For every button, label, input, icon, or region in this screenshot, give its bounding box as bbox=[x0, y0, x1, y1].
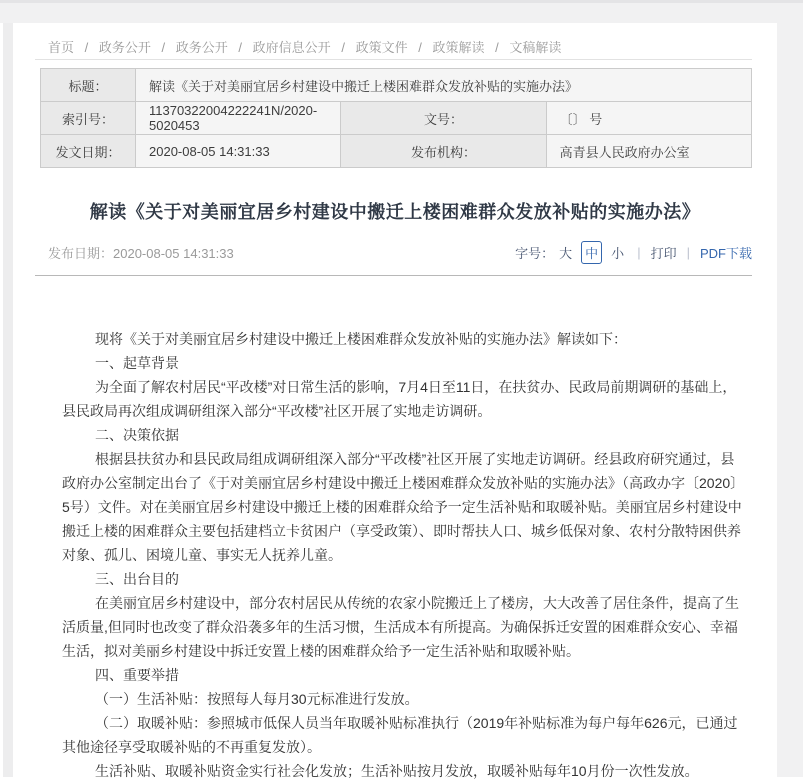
breadcrumb-item-home[interactable]: 首页 bbox=[48, 40, 75, 55]
doc-number-label-cell: 文号： bbox=[341, 102, 546, 135]
issue-date-value-cell: 2020-08-05 14:31:33 bbox=[136, 135, 341, 168]
breadcrumb-item-policy-files[interactable]: 政策文件 bbox=[355, 40, 408, 55]
title-label-cell: 标题： bbox=[41, 69, 136, 102]
paragraph: （一）生活补贴：按照每人每月30元标准进行发放。 bbox=[95, 691, 419, 707]
article-meta-row bbox=[48, 241, 752, 264]
table-row bbox=[41, 69, 752, 102]
page-right-gutter bbox=[777, 23, 803, 777]
breadcrumb-item-policy-interpretation[interactable]: 政策解读 bbox=[432, 40, 485, 55]
paragraph: 在美丽宜居乡村建设中，部分农村居民从传统的农家小院搬迁上了楼房，大大改善了居住条件，提高了生活质量,但同时也改变了群众沿袭多年的生活习惯，生活成本有所提高。为确保拆迁安置的困难群众安心、幸福生活，拟对美丽乡村建设中拆迁安置上楼的困难群众给予一定生活补贴和取暖补贴。 bbox=[62, 595, 739, 659]
toolbar-separator: | bbox=[686, 245, 690, 260]
doc-number-value-cell: 〔〕 号 bbox=[546, 102, 751, 135]
breadcrumb-separator: / bbox=[418, 40, 422, 55]
document-info-table bbox=[40, 68, 752, 168]
article-body bbox=[62, 327, 742, 783]
font-size-label: 字号： bbox=[515, 246, 555, 261]
toolbar-separator: | bbox=[637, 245, 641, 260]
section-heading-1: 一、起草背景 bbox=[95, 355, 179, 371]
breadcrumb-separator: / bbox=[161, 40, 166, 55]
page-top-band bbox=[0, 0, 803, 23]
breadcrumb-item-gov-info[interactable]: 政府信息公开 bbox=[252, 40, 331, 55]
section-heading-3: 三、出台目的 bbox=[95, 571, 179, 587]
index-number-value-cell: 11370322004222241N/2020-5020453 bbox=[136, 102, 341, 135]
page-left-gutter bbox=[3, 23, 13, 777]
font-size-large-button[interactable]: 大 bbox=[559, 246, 573, 261]
breadcrumb-separator: / bbox=[238, 40, 243, 55]
publish-date bbox=[48, 243, 234, 262]
index-number-label-cell: 索引号： bbox=[41, 102, 136, 135]
article-divider bbox=[35, 275, 752, 276]
breadcrumb-item-gov-affairs-1[interactable]: 政务公开 bbox=[98, 40, 151, 55]
article-toolbar bbox=[515, 241, 752, 264]
issuing-agency-label-cell: 发布机构： bbox=[341, 135, 546, 168]
publish-date-value: 2020-08-05 14:31:33 bbox=[113, 246, 234, 261]
table-row bbox=[41, 135, 752, 168]
font-size-medium-button[interactable]: 中 bbox=[581, 241, 602, 264]
section-heading-4: 四、重要举措 bbox=[95, 667, 179, 683]
section-heading-2: 二、决策依据 bbox=[95, 427, 179, 443]
breadcrumb-separator: / bbox=[495, 40, 499, 55]
breadcrumb-separator: / bbox=[84, 40, 89, 55]
font-size-small-button[interactable]: 小 bbox=[611, 246, 625, 261]
content-card bbox=[13, 23, 777, 777]
issuing-agency-value-cell: 高青县人民政府办公室 bbox=[546, 135, 751, 168]
paragraph: 根据县扶贫办和县民政局组成调研组深入部分“平改楼”社区开展了实地走访调研。经县政府研究通过，县政府办公室制定出台了《于对美丽宜居乡村建设中搬迁上楼困难群众发放补贴的实施办法》（高政办字〔2020〕5号）文件。对在美丽宜居乡村建设中搬迁上楼的困难群众给予一定生活补贴和取暖补贴。美丽宜居乡村建设中搬迁上楼的困难群众主要包括建档立卡贫困户（享受政策）、即时帮扶人口、城乡低保对象、农村分散特困供养对象、孤儿、困境儿童、事实无人抚养儿童。 bbox=[62, 451, 742, 563]
paragraph: 生活补贴、取暖补贴资金实行社会化发放；生活补贴按月发放，取暖补贴每年10月份一次性发放。 bbox=[95, 763, 699, 779]
breadcrumb-item-text-interpretation[interactable]: 文稿解读 bbox=[509, 40, 562, 55]
paragraph-intro: 现将《关于对美丽宜居乡村建设中搬迁上楼困难群众发放补贴的实施办法》解读如下： bbox=[95, 331, 627, 347]
breadcrumb bbox=[13, 23, 777, 59]
paragraph: 为全面了解农村居民“平改楼”对日常生活的影响，7月4日至11日，在扶贫办、民政局前期调研的基础上，县民政局再次组成调研组深入部分“平改楼”社区开展了实地走访调研。 bbox=[62, 379, 737, 419]
pdf-download-button[interactable]: PDF下载 bbox=[699, 246, 752, 261]
table-row bbox=[41, 102, 752, 135]
publish-date-label: 发布日期： bbox=[48, 246, 114, 261]
issue-date-label-cell: 发文日期： bbox=[41, 135, 136, 168]
title-value-cell: 解读《关于对美丽宜居乡村建设中搬迁上楼困难群众发放补贴的实施办法》 bbox=[136, 69, 752, 102]
breadcrumb-separator: / bbox=[341, 40, 345, 55]
paragraph: （二）取暖补贴：参照城市低保人员当年取暖补贴标准执行（2019年补贴标准为每户每年626元，已通过其他途径享受取暖补贴的不再重复发放）。 bbox=[62, 715, 738, 755]
breadcrumb-item-gov-affairs-2[interactable]: 政务公开 bbox=[175, 40, 228, 55]
article-title: 解读《关于对美丽宜居乡村建设中搬迁上楼困难群众发放补贴的实施办法》 bbox=[89, 202, 701, 222]
breadcrumb-divider bbox=[35, 59, 752, 60]
print-button[interactable]: 打印 bbox=[650, 246, 677, 261]
